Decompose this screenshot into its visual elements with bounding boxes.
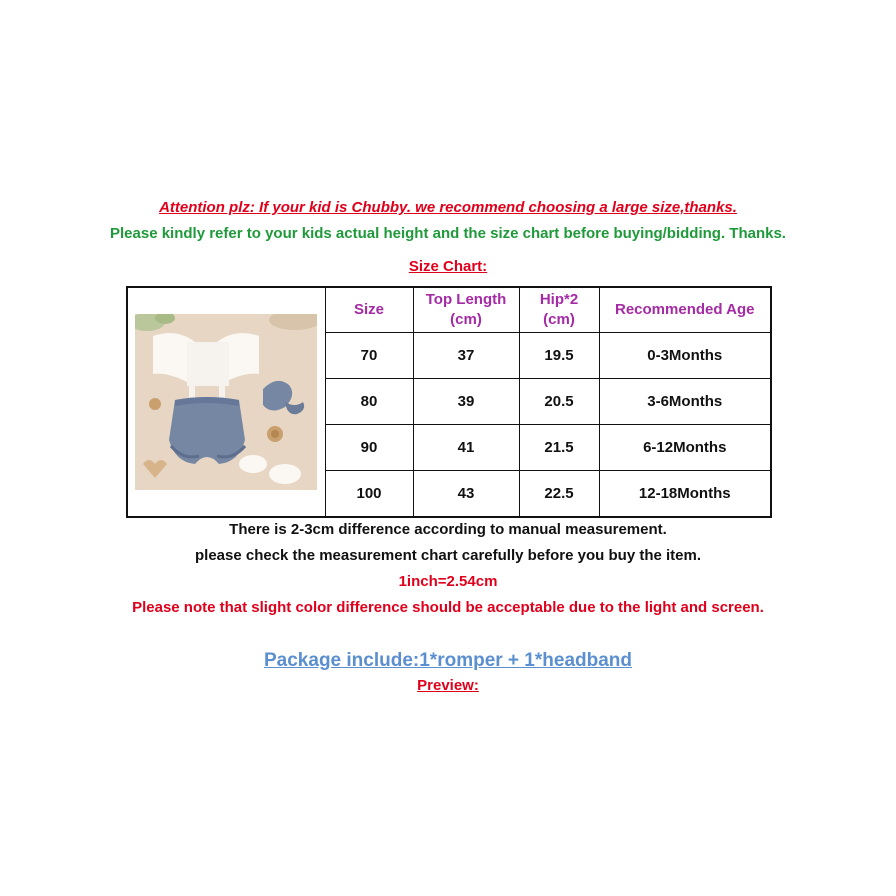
check-chart-note: please check the measurement chart carefully before you buy the item.	[194, 547, 701, 564]
header-recommended-age: Recommended Age	[599, 287, 771, 333]
cell-hip: 21.5	[519, 425, 599, 471]
cell-top-length: 41	[413, 425, 519, 471]
cell-size: 100	[325, 471, 413, 518]
product-photo-cell	[127, 287, 325, 517]
product-photo	[135, 314, 317, 490]
package-include-note: Package include:1*romper + 1*headband	[264, 650, 632, 671]
romper-image	[135, 314, 317, 490]
color-difference-note: Please note that slight color difference should be acceptable due to the light and screen.	[132, 599, 764, 616]
header-size: Size	[325, 287, 413, 333]
cell-size: 80	[325, 379, 413, 425]
header-top-length-line2: (cm)	[450, 311, 482, 328]
cell-hip: 22.5	[519, 471, 599, 518]
header-top-length	[413, 287, 519, 333]
cell-age: 3-6Months	[599, 379, 771, 425]
cell-age: 0-3Months	[599, 333, 771, 379]
cell-top-length: 43	[413, 471, 519, 518]
cell-age: 12-18Months	[599, 471, 771, 518]
inch-conversion-note: 1inch=2.54cm	[398, 573, 498, 590]
attention-note: Attention plz: If your kid is Chubby. we recommend choosing a large size,thanks.	[159, 199, 737, 216]
header-top-length-line1: Top Length	[425, 291, 507, 308]
cell-size: 90	[325, 425, 413, 471]
cell-age: 6-12Months	[599, 425, 771, 471]
header-hip-line2: (cm)	[543, 311, 575, 328]
cell-hip: 19.5	[519, 333, 599, 379]
header-hip	[519, 287, 599, 333]
table-header-row	[127, 287, 771, 333]
cell-top-length: 39	[413, 379, 519, 425]
cell-size: 70	[325, 333, 413, 379]
cell-hip: 20.5	[519, 379, 599, 425]
measurement-difference-note: There is 2-3cm difference according to manual measurement.	[229, 521, 667, 538]
size-chart-table	[126, 286, 772, 518]
preview-title: Preview:	[417, 677, 479, 694]
size-chart-title: Size Chart:	[408, 258, 488, 275]
cell-top-length: 37	[413, 333, 519, 379]
refer-note: Please kindly refer to your kids actual height and the size chart before buying/bidding. Thanks.	[110, 225, 786, 242]
header-hip-line1: Hip*2	[539, 291, 579, 308]
